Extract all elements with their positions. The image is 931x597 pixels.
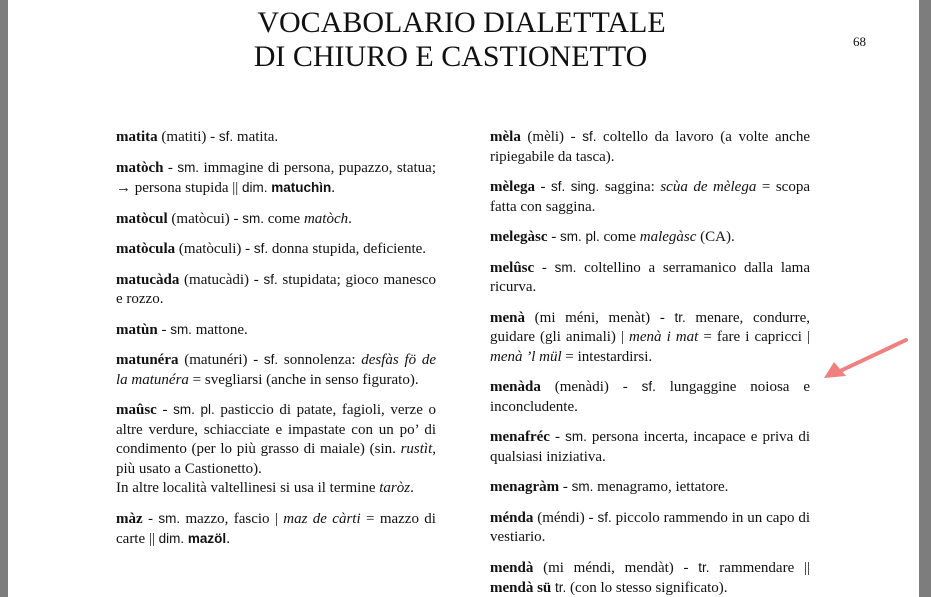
definition: mazzo, fascio | bbox=[180, 510, 284, 527]
entry-mela bbox=[490, 127, 810, 167]
headword: menà bbox=[490, 309, 525, 326]
headword: mèlega bbox=[490, 179, 535, 195]
entry-melegasc bbox=[490, 227, 810, 248]
grammar-abbr: sf. bbox=[263, 271, 278, 287]
entry-melusc bbox=[490, 258, 810, 298]
entry-mausc bbox=[116, 400, 436, 499]
grammar-abbr: sm. pl. bbox=[559, 229, 600, 244]
definition: persona incerta, incapace e priva di qualsiasi iniziativa. bbox=[490, 429, 810, 465]
document-page bbox=[8, 0, 919, 597]
entry-text: . bbox=[226, 531, 230, 547]
definition: = svegliarsi (anche in senso figurato). bbox=[188, 371, 419, 388]
entry-matoch bbox=[116, 158, 436, 199]
headword: menafréc bbox=[490, 429, 550, 445]
headword: matunéra bbox=[116, 352, 179, 368]
entry-text: (matòcui) - bbox=[167, 210, 243, 227]
entry-menada bbox=[490, 377, 810, 417]
entry-text: (méndi) - bbox=[533, 509, 598, 526]
entry-text: (mi méni, menàt) - bbox=[525, 309, 675, 326]
entry-text: - bbox=[559, 479, 572, 495]
entry-matocul bbox=[116, 209, 436, 230]
grammar-abbr: tr. bbox=[551, 580, 567, 595]
definition: = intestardirsi. bbox=[561, 348, 653, 365]
grammar-abbr: sf. bbox=[218, 129, 234, 144]
definition: mattone. bbox=[191, 321, 248, 338]
entry-text: (mèli) - bbox=[520, 129, 583, 145]
headword: matucàda bbox=[116, 271, 180, 288]
definition: come bbox=[263, 210, 304, 227]
note-text: In altre località valtellinesi si usa il termine bbox=[116, 480, 380, 496]
headword: mèla bbox=[490, 129, 521, 145]
headword: matita bbox=[116, 129, 158, 145]
definition: stupidata; gioco manesco e rozzo. bbox=[116, 271, 436, 307]
definition: , più usato a Castionetto). bbox=[116, 441, 436, 477]
entry-text: - bbox=[534, 179, 552, 195]
definition: matita. bbox=[233, 129, 279, 145]
grammar-abbr: sm. pl. bbox=[173, 402, 215, 417]
grammar-abbr: sf. bbox=[253, 241, 269, 256]
grammar-abbr: sf. bbox=[582, 129, 597, 144]
entry-melega bbox=[490, 177, 810, 217]
entry-text: . bbox=[348, 210, 352, 227]
entry-menagram bbox=[490, 477, 810, 498]
entry-menda bbox=[490, 508, 810, 548]
entry-text: - bbox=[534, 259, 555, 276]
definition: coltello da lavoro (a volte anche ripiegabile da tasca). bbox=[490, 129, 810, 165]
headword: mendà bbox=[490, 559, 534, 576]
italic-ref: rustìt bbox=[400, 441, 433, 457]
headword: matùn bbox=[116, 321, 158, 338]
grammar-abbr: sm. bbox=[170, 321, 192, 337]
grammar-abbr: sf. sing. bbox=[551, 179, 600, 194]
definition: saggina: bbox=[599, 179, 661, 195]
headword: maûsc bbox=[116, 402, 157, 418]
entry-text: (menàdi) - bbox=[540, 379, 642, 395]
title-line-1: VOCABOLARIO DIALETTALE bbox=[257, 6, 666, 39]
entry-text: (matunéri) - bbox=[178, 352, 264, 368]
entry-text: - bbox=[163, 159, 178, 176]
grammar-abbr: sm. bbox=[571, 479, 594, 494]
entry-matucada bbox=[116, 270, 436, 310]
annotation-arrow-icon bbox=[820, 336, 910, 384]
entry-text: . bbox=[331, 180, 336, 196]
entry-menda-verb bbox=[490, 558, 810, 597]
definition: = mazzo di carte || bbox=[116, 510, 436, 547]
italic-ref: taròz bbox=[379, 480, 411, 496]
sub-headword: mendà sü bbox=[490, 580, 552, 596]
definition: lungaggine noiosa e inconcludente. bbox=[490, 379, 810, 415]
headword: melegàsc bbox=[490, 229, 548, 245]
entry-text: - bbox=[157, 321, 171, 338]
left-column bbox=[116, 127, 436, 560]
entry-text: - bbox=[547, 229, 560, 245]
entry-text: (matucàdi) - bbox=[179, 271, 264, 288]
headword: menàda bbox=[490, 379, 541, 395]
page-title bbox=[8, 6, 906, 74]
diminutive-abbr: dim. bbox=[158, 531, 185, 546]
definition: = fare i capricci | bbox=[698, 329, 810, 345]
definition: immagine di persona, pupazzo, statua; → persona stupida || bbox=[116, 159, 437, 196]
definition: = scopa fatta con saggina. bbox=[490, 179, 810, 215]
headword: menagràm bbox=[490, 479, 560, 495]
definition: (con lo stesso significato). bbox=[566, 580, 728, 596]
definition: sonnolenza: bbox=[278, 352, 362, 368]
definition: pasticcio di patate, fagioli, verze o altre verdure, schiacciate e impastate con un po’ di condimento (per lo più grasso di maiale) (sin. bbox=[116, 402, 436, 457]
italic-phrase: scùa de mèlega bbox=[660, 179, 757, 195]
entry-maz bbox=[116, 509, 436, 550]
diminutive-word: matuchìn bbox=[267, 180, 332, 195]
grammar-abbr: sf. bbox=[641, 379, 656, 394]
definition: menare, condurre, guidare (gli animali) | bbox=[490, 309, 810, 345]
italic-phrase: menà ’l mül bbox=[490, 348, 562, 365]
headword: matòcul bbox=[116, 210, 168, 227]
entry-text: - bbox=[156, 402, 174, 418]
definition: menagramo, iettatore. bbox=[593, 479, 729, 495]
definition: donna stupida, deficiente. bbox=[268, 241, 427, 257]
grammar-abbr: tr. bbox=[674, 309, 686, 325]
headword: melûsc bbox=[490, 259, 535, 276]
entry-text: - bbox=[142, 510, 159, 527]
page-number: 68 bbox=[853, 34, 866, 49]
entry-text: (matiti) - bbox=[157, 129, 219, 145]
italic-ref: malegàsc bbox=[639, 229, 697, 245]
grammar-abbr: sf. bbox=[263, 352, 279, 367]
definition: come bbox=[599, 229, 640, 245]
entry-matita bbox=[116, 127, 436, 148]
entry-matocula bbox=[116, 239, 436, 260]
italic-ref: matòch bbox=[303, 210, 349, 227]
entry-text: . bbox=[410, 480, 414, 496]
grammar-abbr: sm. bbox=[565, 429, 587, 444]
italic-phrase: menà i mat bbox=[629, 329, 699, 345]
diminutive-word: mazöl bbox=[184, 531, 227, 546]
definition: piccolo rammendo in un capo di vestiario. bbox=[490, 509, 810, 545]
headword: matòch bbox=[116, 159, 164, 176]
entry-text: (mi méndi, mendàt) - bbox=[533, 559, 699, 576]
headword: ménda bbox=[490, 509, 534, 526]
entry-matunera bbox=[116, 350, 436, 390]
grammar-abbr: sf. bbox=[597, 509, 612, 525]
italic-phrase: maz de càrti bbox=[283, 510, 361, 527]
grammar-abbr: sm. bbox=[177, 159, 200, 175]
entry-matun bbox=[116, 320, 436, 341]
headword: màz bbox=[116, 510, 143, 527]
definition: rammendare || bbox=[709, 559, 810, 576]
entry-menafrec bbox=[490, 427, 810, 467]
grammar-abbr: tr. bbox=[698, 559, 710, 575]
title-line-2: DI CHIURO E CASTIONETTO bbox=[253, 40, 648, 73]
definition: coltellino a serramanico dalla lama ricurva. bbox=[490, 259, 811, 295]
entry-mena bbox=[490, 308, 810, 368]
headword: matòcula bbox=[116, 241, 176, 257]
entry-text: - bbox=[549, 429, 566, 445]
grammar-abbr: sm. bbox=[242, 210, 264, 226]
diminutive-abbr: dim. bbox=[241, 180, 268, 195]
italic-phrase: desfàs fö de la matunéra bbox=[116, 352, 436, 388]
definition: (CA). bbox=[696, 229, 735, 245]
right-column bbox=[490, 127, 810, 597]
grammar-abbr: sm. bbox=[554, 259, 577, 275]
grammar-abbr: sm. bbox=[158, 510, 181, 526]
entry-text: (matòculi) - bbox=[175, 241, 254, 257]
